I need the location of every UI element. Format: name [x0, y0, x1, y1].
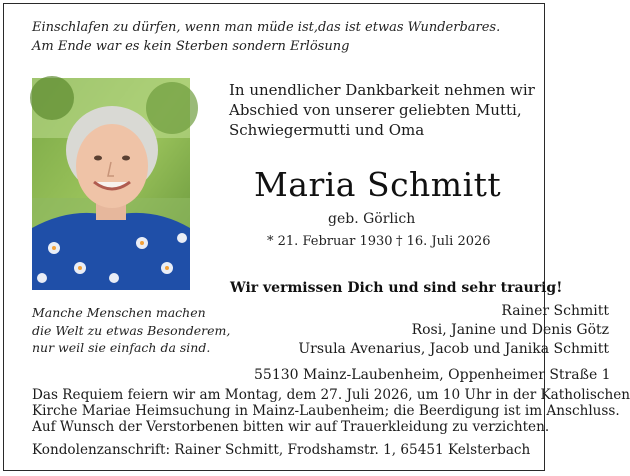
deceased-name: Maria Schmitt	[254, 165, 502, 204]
top-quote-line: Am Ende war es kein Sterben sondern Erlösung	[32, 39, 350, 54]
family-address: 55130 Mainz-Laubenheim, Oppenheimer Straße 1	[254, 367, 611, 383]
mourners-list	[298, 302, 609, 359]
side-quote-line: die Welt zu etwas Besonderem,	[32, 322, 231, 338]
top-quote	[32, 18, 500, 56]
intro-line: Abschied von unserer geliebten Mutti,	[229, 101, 522, 119]
requiem-line: Das Requiem feiern wir am Montag, dem 27. Juli 2026, um 10 Uhr in der Katholischen	[32, 387, 630, 403]
portrait-image	[32, 78, 190, 290]
requiem-text	[32, 387, 630, 435]
requiem-line: Auf Wunsch der Verstorbenen bitten wir auf Trauerkleidung zu verzichten.	[32, 419, 550, 435]
side-quote-line: Manche Menschen machen	[32, 305, 206, 320]
intro-text	[229, 80, 535, 140]
birth-date: * 21. Februar 1930	[267, 234, 393, 249]
side-quote	[32, 304, 230, 357]
death-date: † 16. Juli 2026	[396, 234, 491, 249]
intro-line: In unendlicher Dankbarkeit nehmen wir	[229, 81, 535, 99]
mourner-name: Rainer Schmitt	[501, 303, 609, 319]
mourner-name: Rosi, Janine und Denis Götz	[411, 322, 609, 338]
portrait-photo	[32, 78, 190, 290]
miss-line: Wir vermissen Dich und sind sehr traurig!	[230, 280, 563, 296]
mourner-name: Ursula Avenarius, Jacob und Janika Schmitt	[298, 341, 609, 357]
maiden-name: geb. Görlich	[328, 211, 416, 227]
intro-line: Schwiegermutti und Oma	[229, 121, 425, 139]
condolence-address: Kondolenzanschrift: Rainer Schmitt, Frodshamstr. 1, 65451 Kelsterbach	[32, 442, 531, 458]
requiem-line: Kirche Mariae Heimsuchung in Mainz-Laubenheim; die Beerdigung ist im Anschluss.	[32, 403, 620, 419]
top-quote-line: Einschlafen zu dürfen, wenn man müde ist,das ist etwas Wunderbares.	[32, 20, 501, 35]
side-quote-line: nur weil sie einfach da sind.	[32, 340, 211, 355]
